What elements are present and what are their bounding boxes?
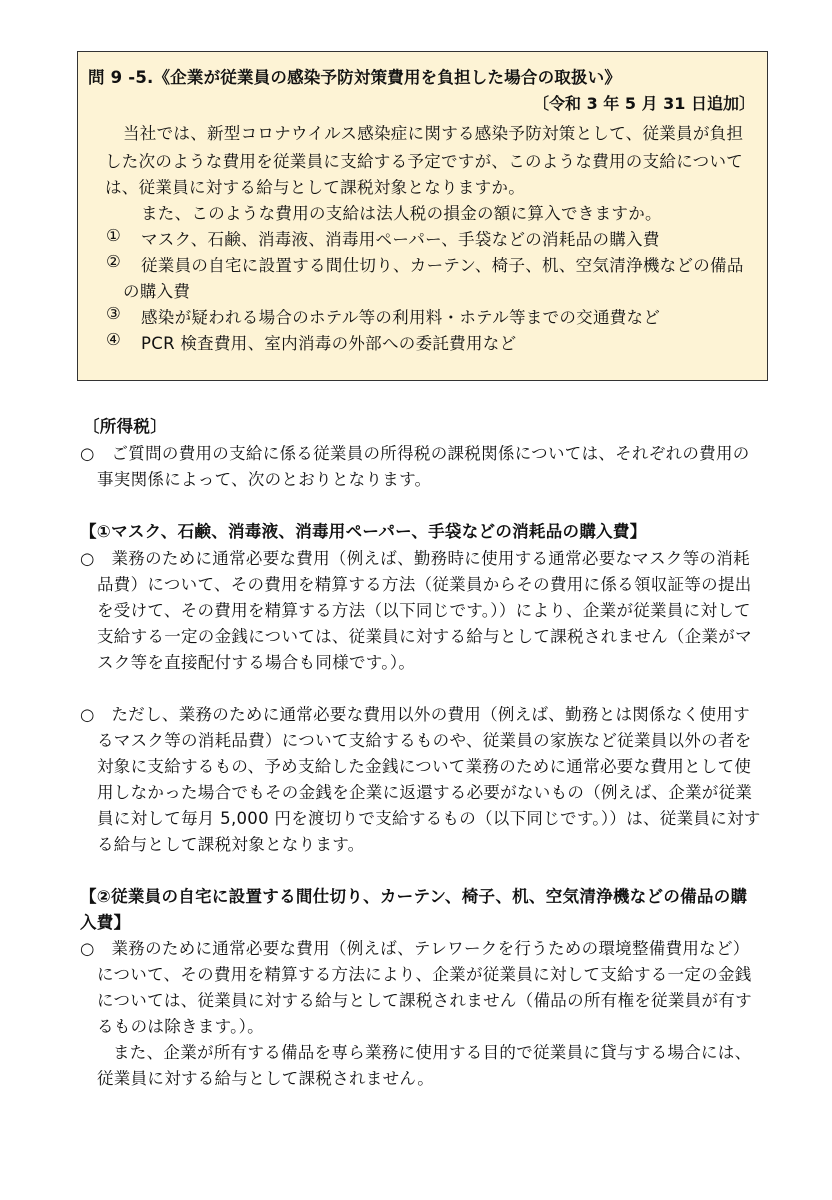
- section2-para-line: ○ 業務のために通常必要な費用（例えば、テレワークを行うための環境整備費用など）: [80, 939, 750, 958]
- question-body-line: また、このような費用の支給は法人税の損金の額に算入できますか。: [141, 204, 662, 223]
- section1-para1-line: ○ 業務のために通常必要な費用（例えば、勤務時に使用する通常必要なマスク等の消耗: [80, 549, 750, 568]
- question-item-text: 感染が疑われる場合のホテル等の利用料・ホテル等までの交通費など: [141, 308, 661, 327]
- question-body-line: は、従業員に対する給与として課税対象となりますか。: [105, 178, 525, 197]
- section2-para-line: 従業員に対する給与として課税されません。: [97, 1069, 434, 1088]
- section1-para2-line: 用しなかった場合でもその金銭を企業に返還する必要がないもの（例えば、企業が従業: [97, 783, 753, 802]
- question-item-number: ②: [106, 252, 122, 271]
- section2-heading: 【②従業員の自宅に設置する間仕切り、カーテン、椅子、机、空気清浄機などの備品の購: [80, 887, 748, 906]
- question-title: 問 9 -5.《企業が従業員の感染予防対策費用を負担した場合の取扱い》: [88, 68, 622, 87]
- question-item-number: ①: [106, 226, 122, 245]
- question-item-text: 従業員の自宅に設置する間仕切り、カーテン、椅子、机、空気清浄機などの備品: [141, 256, 744, 275]
- answer-intro-line: 事実関係によって、次のとおりとなります。: [97, 470, 432, 489]
- section1-para1-line: 支給する一定の金銭については、従業員に対する給与として課税されません（企業がマ: [97, 627, 752, 646]
- question-body-line: した次のような費用を従業員に支給する予定ですが、このような費用の支給について: [105, 152, 744, 171]
- section1-para2-line: 対象に支給するもの、予め支給した金銭について業務のために通常必要な費用として使: [97, 757, 752, 776]
- section2-para-line: るものは除きます。）。: [97, 1017, 264, 1036]
- section1-para1-line: を受けて、その費用を精算する方法（以下同じです。））により、企業が従業員に対して: [97, 601, 751, 620]
- question-date: 〔令和 3 年 5 月 31 日追加〕: [533, 94, 755, 113]
- question-box: [77, 51, 768, 381]
- section1-para2-line: 員に対して毎月 5,000 円を渡切りで支給するもの（以下同じです。））は、従業員に対す: [97, 809, 761, 828]
- section1-para2-line: ○ ただし、業務のために通常必要な費用以外の費用（例えば、勤務とは関係なく使用す: [80, 705, 750, 724]
- section1-heading: 【①マスク、石鹸、消毒液、消毒用ペーパー、手袋などの消耗品の購入費】: [80, 522, 647, 541]
- question-item-number: ④: [106, 330, 122, 349]
- section1-para2-line: る給与として課税対象となります。: [97, 835, 365, 854]
- answer-intro-line: ○ ご質問の費用の支給に係る従業員の所得税の課税関係については、それぞれの費用の: [80, 444, 750, 463]
- answer-heading: 〔所得税〕: [83, 417, 167, 436]
- section2-para-line: について、その費用を精算する方法により、企業が従業員に対して支給する一定の金銭: [97, 965, 752, 984]
- question-item-continuation: の購入費: [123, 282, 191, 301]
- question-item-number: ③: [106, 304, 122, 323]
- section1-para1-line: 品費）について、その費用を精算する方法（従業員からその費用に係る領収証等の提出: [97, 575, 752, 594]
- question-item-text: PCR 検査費用、室内消毒の外部への委託費用など: [141, 334, 517, 353]
- question-body-line: 当社では、新型コロナウイルス感染症に関する感染予防対策として、従業員が負担: [123, 124, 744, 143]
- question-item-text: マスク、石鹸、消毒液、消毒用ペーパー、手袋などの消耗品の購入費: [141, 230, 660, 249]
- section2-para-line: また、企業が所有する備品を専ら業務に使用する目的で従業員に貸与する場合には、: [113, 1043, 752, 1062]
- section1-para2-line: るマスク等の消耗品費）について支給するものや、従業員の家族など従業員以外の者を: [97, 731, 752, 750]
- section2-para-line: については、従業員に対する給与として課税されません（備品の所有権を従業員が有す: [97, 991, 752, 1010]
- section2-heading-cont: 入費】: [80, 913, 131, 932]
- section1-para1-line: スク等を直接配付する場合も同様です。）。: [97, 653, 416, 672]
